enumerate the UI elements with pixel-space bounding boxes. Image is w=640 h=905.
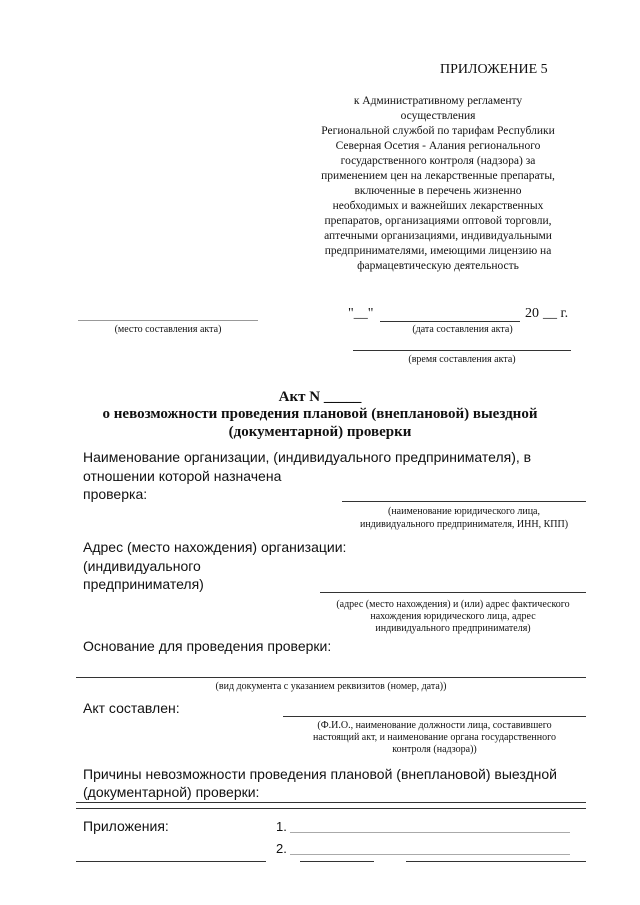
appendix-line: Северная Осетия - Алания регионального	[335, 140, 541, 152]
org-label-2: отношении которой назначена	[83, 468, 282, 484]
address-caption: (адрес (место нахождения) и (или) адрес фактического	[336, 599, 570, 610]
basis-label: Основание для проведения проверки:	[83, 638, 332, 654]
composed-caption-3: контроля (надзора))	[392, 744, 477, 755]
appendix-line: Региональной службой по тарифам Республики	[321, 125, 555, 137]
date-year-suffix[interactable]: __ г.	[543, 306, 569, 321]
place-caption: (место составления акта)	[114, 324, 222, 335]
act-subtitle-2: (документарной) проверки	[228, 424, 412, 440]
org-label: Наименование организации, (индивидуального предпринимателя), в	[83, 449, 532, 465]
time-field-line[interactable]	[353, 350, 571, 351]
attachment-item-2-line[interactable]	[290, 854, 570, 855]
appendix-line: к Административному регламенту	[353, 95, 523, 107]
date-caption: (дата составления акта)	[412, 324, 513, 335]
reasons-field-line[interactable]	[76, 802, 586, 803]
appendix-line: предпринимателями, имеющими лицензию на	[324, 245, 552, 257]
signature-line-3[interactable]	[406, 861, 586, 862]
appendix-line: аптечными организациями, индивидуальными	[324, 230, 552, 242]
appendix-line: препаратов, организациями оптовой торговли,	[324, 215, 552, 227]
act-subtitle: о невозможности проведения плановой (внеплановой) выездной	[102, 406, 538, 422]
address-label: Адрес (место нахождения) организации:	[83, 539, 347, 555]
signature-line-2[interactable]	[300, 861, 374, 862]
appendix-line: необходимых и важнейших лекарственных	[332, 200, 544, 212]
composed-field-line[interactable]	[283, 716, 586, 717]
org-caption-2: индивидуального предпринимателя, ИНН, КПП)	[359, 519, 569, 530]
date-year-prefix: 20	[525, 306, 539, 321]
composed-label: Акт составлен:	[83, 700, 180, 716]
date-month-field-line[interactable]	[380, 321, 520, 322]
address-field-line[interactable]	[320, 592, 586, 593]
appendix-line: применением цен на лекарственные препараты,	[321, 170, 555, 182]
appendix-line: осуществления	[400, 110, 476, 122]
composed-caption-2: настоящий акт, и наименование органа государственного	[313, 732, 556, 743]
address-caption-3: индивидуального предпринимателя)	[375, 623, 531, 634]
appendix-line: включенные в перечень жизненно	[354, 185, 522, 197]
date-day-field[interactable]: "__"	[348, 306, 374, 321]
attachment-item-number: 1.	[276, 819, 287, 834]
attachment-item-1-line[interactable]	[290, 832, 570, 833]
attachments-label: Приложения:	[83, 818, 169, 834]
basis-caption: (вид документа с указанием реквизитов (номер, дата))	[215, 681, 447, 692]
reasons-label: Причины невозможности проведения плановой (внеплановой) выездной	[83, 766, 557, 782]
composed-caption: (Ф.И.О., наименование должности лица, составившего	[317, 720, 552, 731]
address-caption-2: нахождения юридического лица, адрес	[370, 611, 536, 622]
time-caption: (время составления акта)	[408, 354, 516, 365]
org-caption: (наименование юридического лица,	[387, 506, 540, 517]
appendix-line: фармацевтическую деятельность	[357, 260, 519, 272]
address-label-3: предпринимателя)	[83, 576, 204, 592]
appendix-title: ПРИЛОЖЕНИЕ 5	[440, 62, 548, 77]
org-label-3: проверка:	[83, 486, 148, 502]
attachment-item-number-2: 2.	[276, 841, 287, 856]
address-label-2: (индивидуального	[83, 558, 201, 574]
reasons-field-line-2[interactable]	[76, 808, 586, 809]
basis-field-line[interactable]	[76, 677, 586, 678]
act-title: Акт N _____	[278, 389, 362, 405]
place-field-line[interactable]	[78, 320, 258, 321]
org-field-line[interactable]	[342, 501, 586, 502]
reasons-label-2: (документарной) проверки:	[83, 784, 260, 800]
signature-line[interactable]	[76, 861, 266, 862]
appendix-line: государственного контроля (надзора) за	[340, 155, 536, 167]
